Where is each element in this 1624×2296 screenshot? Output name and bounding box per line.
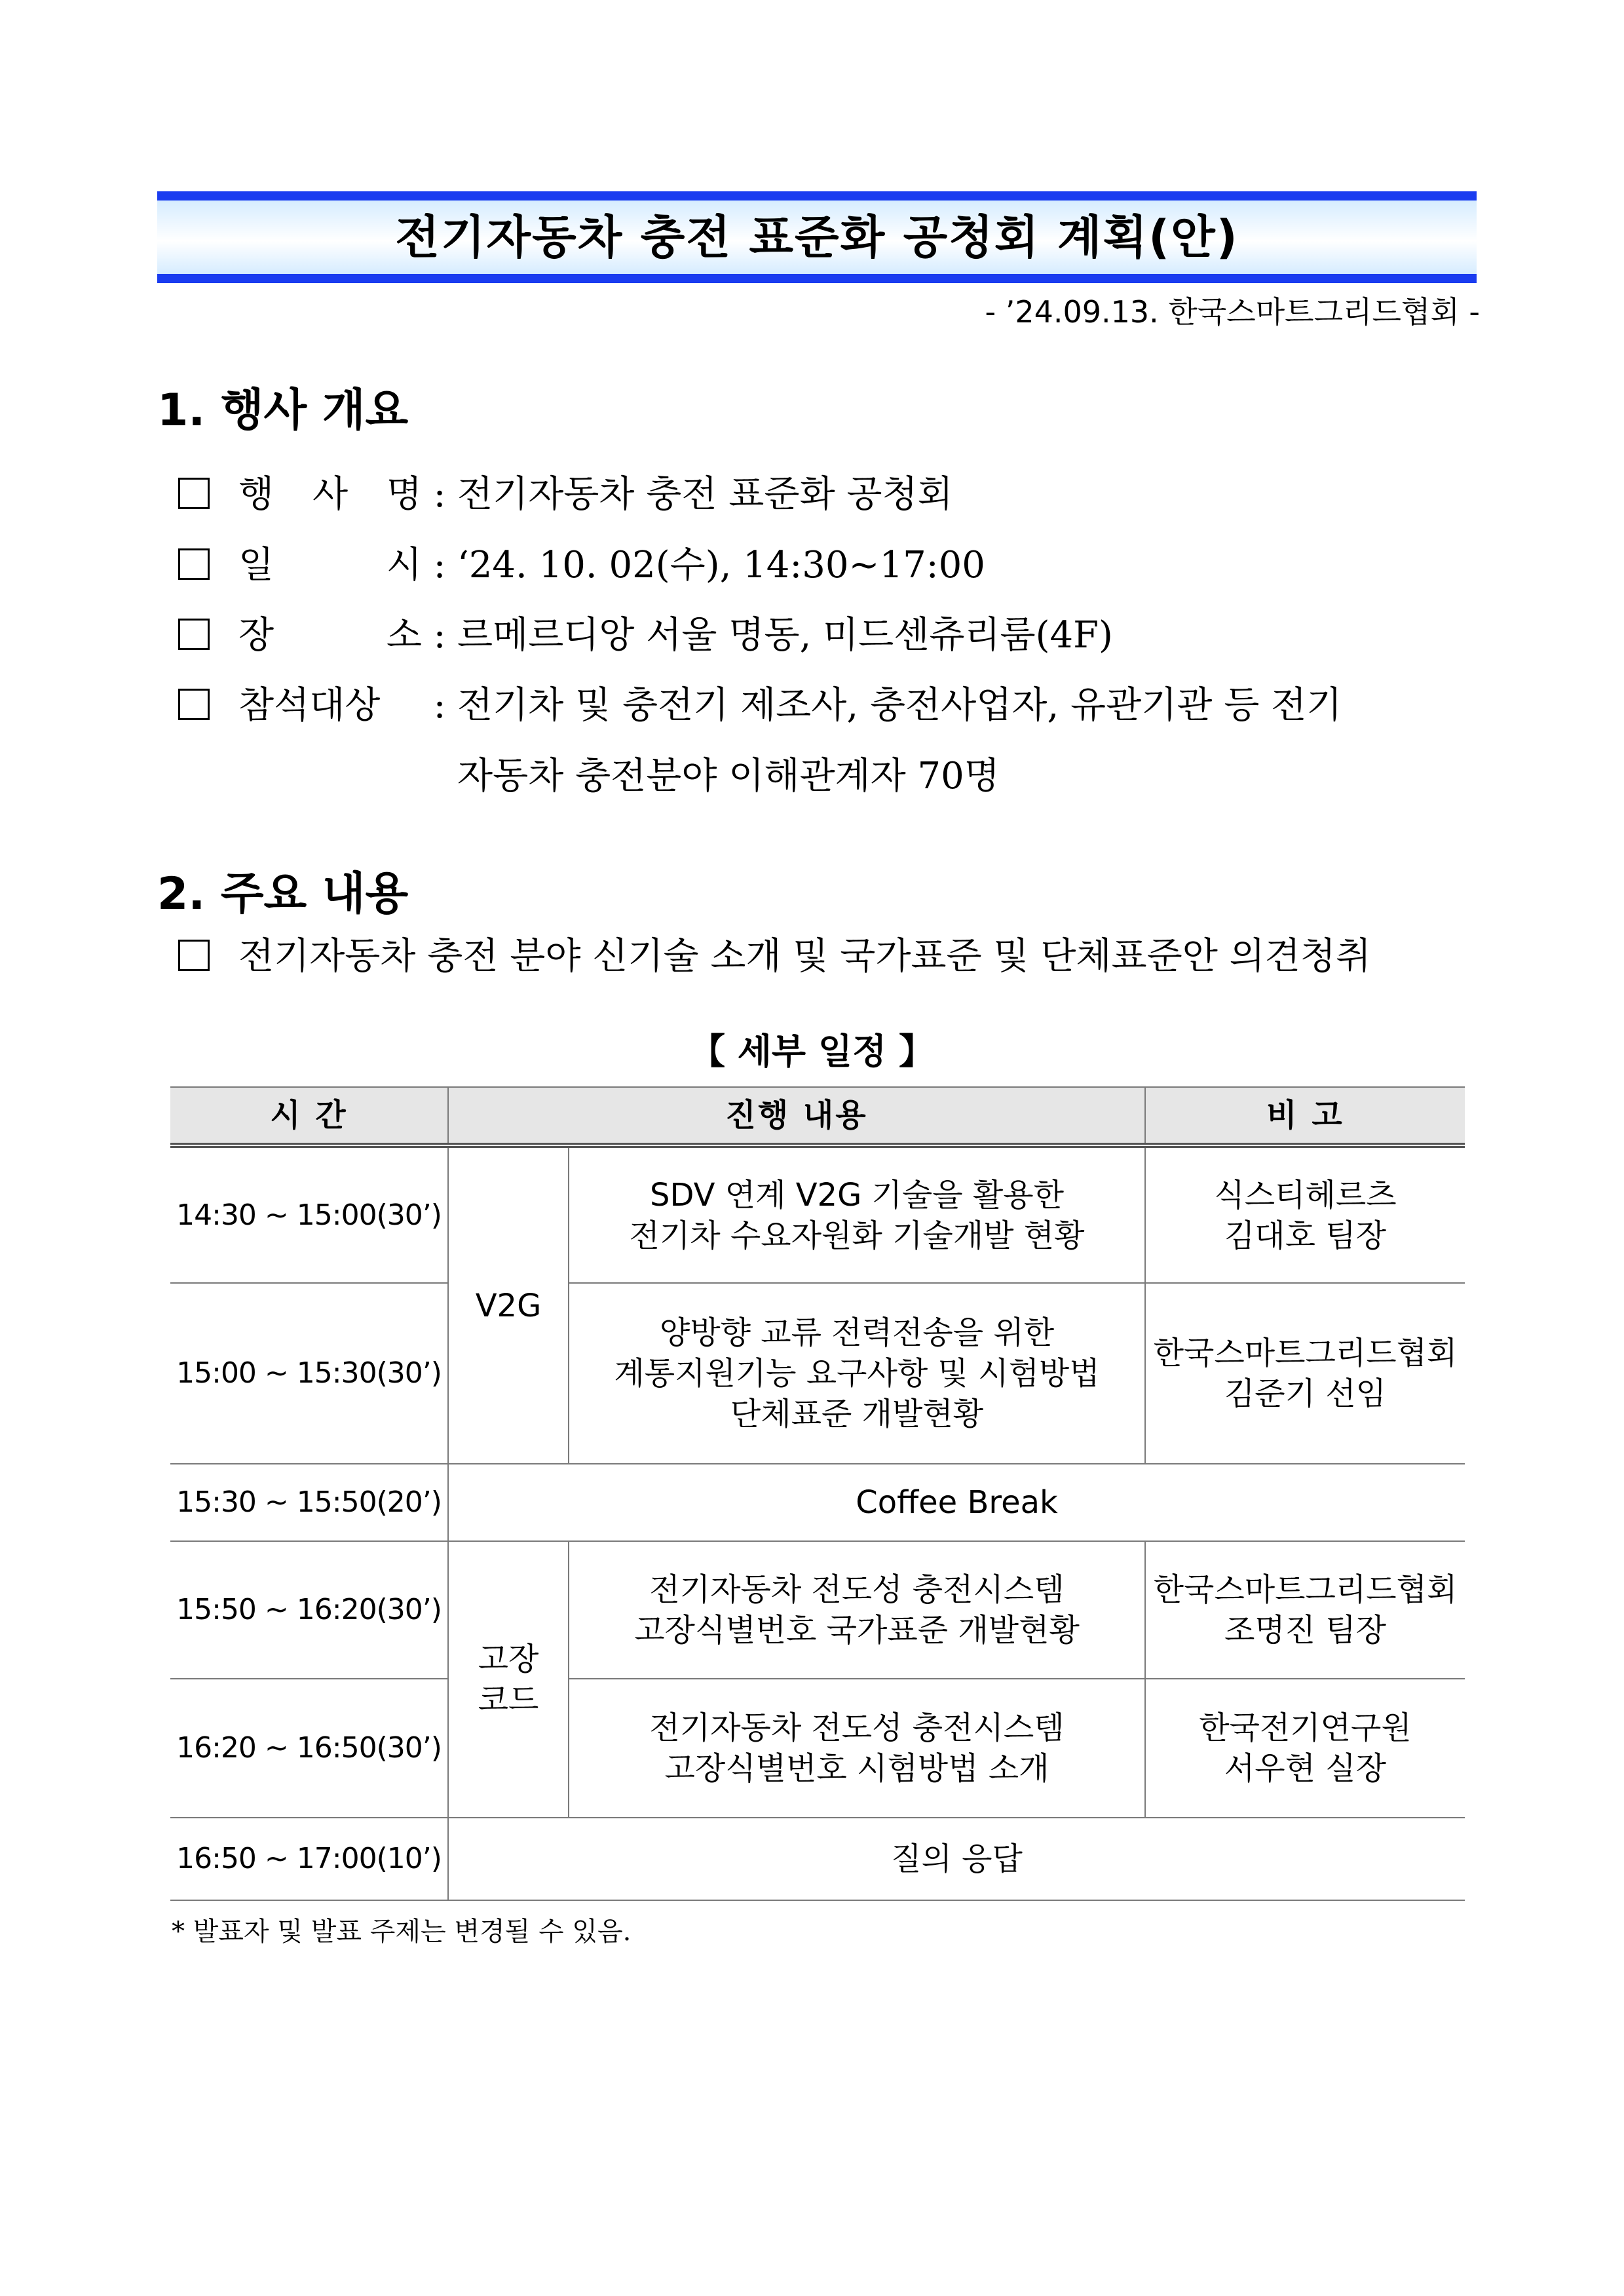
header-note: 비 고 [1145, 1087, 1465, 1145]
overview-item-venue [178, 606, 1113, 659]
row-note [1145, 1541, 1465, 1679]
table-row [170, 1464, 1465, 1541]
item-colon: : [433, 544, 446, 586]
row-time: 15:50 ~ 16:20(30’) [170, 1541, 448, 1679]
row-note [1145, 1145, 1465, 1283]
section1-heading: 1. 행사 개요 [157, 385, 409, 436]
footnote: * 발표자 및 발표 주제는 변경될 수 있음. [172, 1917, 632, 1947]
checkbox-square-icon [178, 940, 210, 971]
note-line: 서우현 실장 [1224, 1750, 1387, 1787]
content-line: 고장식별번호 시험방법 소개 [664, 1750, 1049, 1787]
row-content [569, 1679, 1145, 1818]
header-content: 진행 내용 [448, 1087, 1145, 1145]
overview-item-attendees [178, 676, 1342, 729]
overview-item-datetime [178, 536, 985, 588]
note-line: 조명진 팀장 [1224, 1612, 1387, 1649]
table-row [170, 1283, 1465, 1464]
checkbox-square-icon [178, 619, 210, 650]
table-row [170, 1679, 1465, 1818]
content-line: 계통지원기능 요구사항 및 시험방법 [614, 1355, 1100, 1392]
row-time: 16:50 ~ 17:00(10’) [170, 1818, 448, 1900]
content-line: 단체표준 개발현황 [730, 1396, 984, 1432]
item-label: 참석대상 [238, 684, 381, 727]
document-title: 전기자동차 충전 표준화 공청회 계획(안) [395, 210, 1239, 264]
note-line: 식스티헤르츠 [1214, 1176, 1397, 1214]
group-fault-code [448, 1541, 569, 1818]
item-value: 르메르디앙 서울 명동, 미드센츄리룸(4F) [457, 614, 1113, 657]
row-content [569, 1541, 1145, 1679]
item-value: ‘24. 10. 02(수), 14:30~17:00 [457, 544, 985, 586]
content-line: 전기자동차 전도성 충전시스템 [649, 1571, 1065, 1608]
content-line: 전기차 수요자원화 기술개발 현황 [629, 1217, 1085, 1254]
item-label: 일 시 [238, 544, 422, 586]
group-line: 코드 [478, 1681, 539, 1718]
item-value: 전기자동차 충전 표준화 공청회 [457, 473, 953, 516]
row-content-break: Coffee Break [448, 1464, 1465, 1541]
item-value: 전기자동차 충전 분야 신기술 소개 및 국가표준 및 단체표준안 의견청취 [238, 935, 1371, 978]
row-time: 16:20 ~ 16:50(30’) [170, 1679, 448, 1818]
row-time: 15:00 ~ 15:30(30’) [170, 1283, 448, 1464]
item-label: 행 사 명 [238, 473, 422, 516]
content-line: 고장식별번호 국가표준 개발현황 [634, 1612, 1080, 1649]
group-line: 고장 [478, 1641, 539, 1677]
note-line: 한국스마트그리드협회 [1153, 1335, 1458, 1371]
row-content [569, 1145, 1145, 1283]
item-label: 장 소 [238, 614, 422, 657]
item-colon: : [433, 684, 446, 727]
section2-heading: 2. 주요 내용 [157, 868, 409, 920]
content-line: SDV 연계 V2G 기술을 활용한 [650, 1176, 1064, 1214]
note-line: 한국전기연구원 [1199, 1710, 1412, 1746]
checkbox-square-icon [178, 478, 210, 509]
checkbox-square-icon [178, 689, 210, 720]
schedule-title: 【 세부 일정 】 [689, 1031, 935, 1072]
document-date-org: - ’24.09.13. 한국스마트그리드협회 - [985, 294, 1480, 330]
header-time: 시 간 [170, 1087, 448, 1145]
item-colon: : [433, 473, 446, 516]
note-line: 김준기 선임 [1224, 1375, 1387, 1412]
row-content-qa: 질의 응답 [448, 1818, 1465, 1900]
row-note [1145, 1283, 1465, 1464]
table-row [170, 1541, 1465, 1679]
row-time: 15:30 ~ 15:50(20’) [170, 1464, 448, 1541]
row-time: 14:30 ~ 15:00(30’) [170, 1145, 448, 1283]
title-top-bar [157, 191, 1477, 201]
item-colon: : [433, 614, 446, 657]
item-value: 전기차 및 충전기 제조사, 충전사업자, 유관기관 등 전기 [457, 684, 1342, 727]
group-v2g: V2G [448, 1145, 569, 1464]
title-bottom-bar [157, 274, 1477, 283]
overview-item-event-name [178, 465, 953, 518]
main-content-item [178, 927, 1371, 980]
checkbox-square-icon [178, 548, 210, 580]
table-row [170, 1145, 1465, 1283]
row-note [1145, 1679, 1465, 1818]
document-title-banner [157, 191, 1477, 283]
table-header-row [170, 1087, 1465, 1145]
content-line: 양방향 교류 전력전송을 위한 [659, 1314, 1055, 1351]
content-line: 전기자동차 전도성 충전시스템 [649, 1710, 1065, 1746]
overview-item-attendees-continued: 자동차 충전분야 이해관계자 70명 [457, 755, 1000, 797]
schedule-table [170, 1086, 1465, 1901]
row-content [569, 1283, 1145, 1464]
table-row [170, 1818, 1465, 1900]
note-line: 한국스마트그리드협회 [1153, 1571, 1458, 1608]
note-line: 김대호 팀장 [1224, 1217, 1387, 1254]
